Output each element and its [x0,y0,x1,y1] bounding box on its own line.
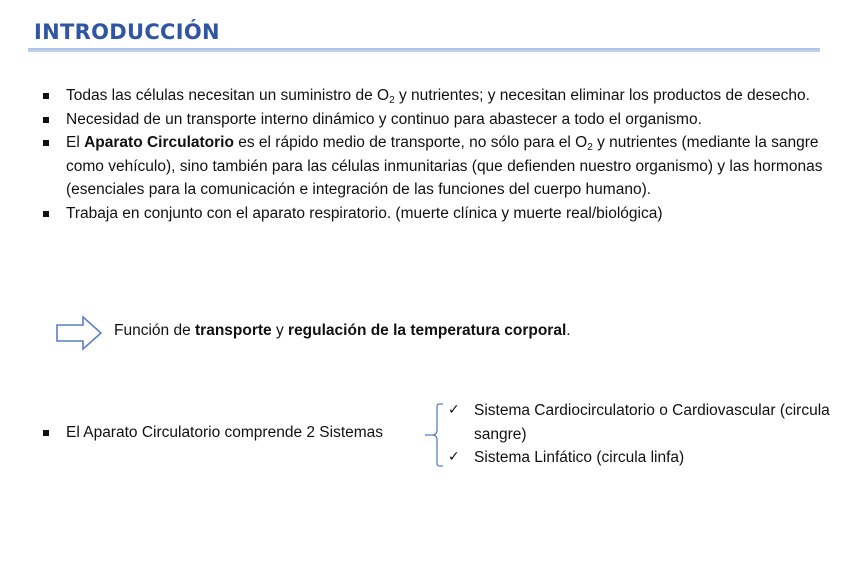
list-item [40,202,830,226]
function-text: . [566,322,571,339]
list-item [448,399,838,446]
bullet-text: y nutrientes (mediante la sangre como vehículo), sino también para las células inmunitarias (que defienden nuestro organismo) y las hormonas (esenciales para la comunicación e integración de las funciones del cuerpo humano). [66,134,823,198]
list-item [40,108,830,132]
bold-term: regulación de la temperatura corporal [288,322,567,339]
subscript: 2 [587,142,593,153]
right-arrow-icon [55,315,103,351]
list-item [40,84,830,108]
list-item [40,131,830,202]
square-bullet-icon [43,430,49,436]
square-bullet-icon [43,211,49,217]
title-divider [28,48,820,52]
check-icon: ✓ [448,402,460,418]
page-title: INTRODUCCIÓN [34,20,220,44]
subscript: 2 [389,95,395,106]
list-item [448,446,838,470]
function-text: Función de [114,322,195,339]
bold-term: Aparato Circulatorio [84,134,234,151]
function-text: y [271,322,289,339]
system-label: Sistema Linfático (circula linfa) [474,449,685,466]
systems-lead-text: El Aparato Circulatorio comprende 2 Sistemas [66,424,384,441]
bullet-list [40,84,830,225]
check-icon: ✓ [448,449,460,465]
curly-brace-icon [423,402,447,468]
systems-list [448,399,838,470]
square-bullet-icon [43,93,49,99]
bullet-text: Todas las células necesitan un suministro de O [66,87,390,104]
function-statement [114,319,571,343]
bullet-text: es el rápido medio de transporte, no sólo para el O [233,134,588,151]
bullet-text: Necesidad de un transporte interno dinámico y continuo para abastecer a todo el organismo. [66,110,702,128]
systems-lead [40,421,383,445]
bullet-text: y nutrientes; y necesitan eliminar los productos de desecho. [394,87,810,104]
system-label: Sistema Cardiocirculatorio o Cardiovascular (circula sangre) [474,402,830,443]
square-bullet-icon [43,117,49,123]
square-bullet-icon [43,140,49,146]
bullet-text: El [66,134,85,151]
bold-term: transporte [195,322,272,339]
bullet-text: Trabaja en conjunto con el aparato respiratorio. (muerte clínica y muerte real/biológica) [66,204,663,222]
